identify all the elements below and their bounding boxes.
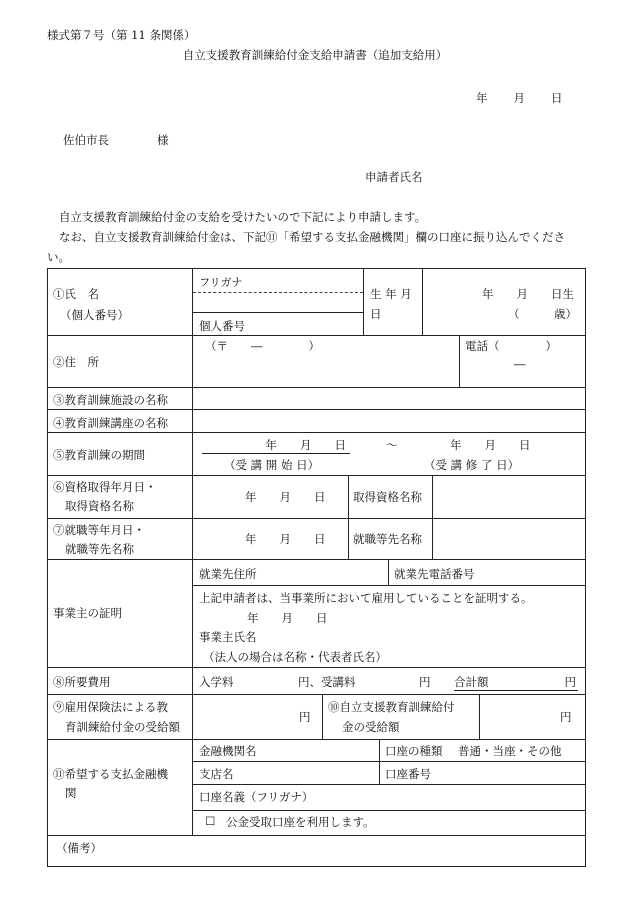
course-name-label: ④教育訓練講座の名称 bbox=[53, 416, 168, 430]
certification-date-field[interactable]: 年 月 日 bbox=[247, 611, 328, 625]
intro-line-2: なお、自立支援教育訓練給付金は、下記⑪「希望する支払金融機関」欄の口座に振り込んでください。 bbox=[47, 230, 565, 264]
bank-name-label: 金融機関名 bbox=[199, 744, 257, 758]
self-support-benefit-label: ⑩自立支援教育訓練給付 bbox=[328, 700, 455, 714]
my-number-label: （個人番号） bbox=[60, 308, 129, 322]
address-label: ②住 所 bbox=[53, 355, 99, 369]
intro-line-1: 自立支援教育訓練給付金の支給を受けたいので下記により申請します。 bbox=[59, 210, 427, 224]
age-field[interactable]: （ 歳） bbox=[508, 307, 577, 321]
applicant-name-label: 申請者氏名 bbox=[365, 170, 423, 184]
account-type-options[interactable]: 普通・当座・その他 bbox=[458, 744, 562, 758]
total-amount-field[interactable] bbox=[454, 674, 578, 691]
phone-dash: ― bbox=[514, 357, 526, 371]
end-date-caption: （受 講 修 了 日） bbox=[424, 458, 520, 472]
phone-field[interactable]: 電話（ ） bbox=[465, 339, 557, 353]
remarks-label: （備考） bbox=[56, 841, 102, 855]
qualification-date-field[interactable]: 年 月 日 bbox=[245, 490, 326, 504]
workplace-phone-label: 就業先電話番号 bbox=[394, 567, 475, 581]
birthdate-field[interactable]: 年 月 日生 bbox=[482, 287, 574, 301]
employment-insurance-label-2: 育訓練給付金の受給額 bbox=[65, 720, 180, 734]
employment-date-field[interactable]: 年 月 日 bbox=[245, 532, 326, 546]
date-day: 日 bbox=[551, 91, 563, 105]
start-date-caption: （受 講 開 始 日） bbox=[224, 458, 320, 472]
self-support-benefit-yen: 円 bbox=[560, 710, 572, 724]
public-account-checkbox[interactable]: ☐ bbox=[205, 814, 216, 828]
date-year: 年 bbox=[476, 91, 488, 105]
qualification-date-label: ⑥資格取得年月日・ bbox=[53, 480, 157, 494]
start-date-field[interactable]: 年 月 日 bbox=[202, 437, 350, 454]
qualification-name-label: 取得資格名称 bbox=[65, 499, 134, 513]
entrance-fee-label: 入学料 bbox=[199, 675, 234, 689]
name-label: ①氏 名 bbox=[53, 287, 99, 301]
furigana-label: フリガナ bbox=[199, 276, 243, 289]
tuition-yen: 円 bbox=[419, 675, 431, 689]
certification-text: 上記申請者は、当事業所において雇用していることを証明する。 bbox=[199, 591, 533, 605]
form-title: 自立支援教育訓練給付金支給申請書（追加支給用） bbox=[182, 48, 448, 62]
application-date bbox=[476, 90, 563, 106]
payment-bank-label: ⑪希望する支払金融機 bbox=[53, 767, 168, 781]
form-number: 様式第７号（第 11 条関係） bbox=[47, 28, 196, 42]
employment-date-label: ⑦就職等年月日・ bbox=[53, 523, 145, 537]
end-date-field[interactable]: 年 月 日 bbox=[450, 438, 531, 452]
date-month: 月 bbox=[513, 91, 525, 105]
account-holder-label: 口座名義（フリガナ） bbox=[199, 790, 314, 804]
required-costs-label: ⑧所要費用 bbox=[53, 675, 111, 689]
addressee bbox=[63, 132, 169, 148]
addressee-name: 佐伯市長 bbox=[63, 133, 109, 147]
period-tilde: ～ bbox=[386, 438, 398, 452]
employment-sub-label: 就職等先名称 bbox=[353, 532, 422, 546]
training-period-label: ⑤教育訓練の期間 bbox=[53, 448, 145, 462]
account-type-label: 口座の種類 bbox=[385, 744, 443, 758]
application-form-table bbox=[47, 268, 586, 867]
payment-bank-label-2: 関 bbox=[65, 786, 77, 800]
total-yen: 円 bbox=[564, 675, 576, 689]
qualification-sub-label: 取得資格名称 bbox=[353, 490, 422, 504]
employment-insurance-label: ⑨雇用保険法による教 bbox=[53, 700, 168, 714]
insurance-benefit-yen: 円 bbox=[299, 710, 311, 724]
account-number-label: 口座番号 bbox=[385, 767, 431, 781]
corporation-note: （法人の場合は名称・代表者氏名） bbox=[203, 650, 387, 664]
birthdate-label-2: 日 bbox=[370, 307, 382, 321]
intro-text bbox=[47, 207, 587, 267]
employer-name-label: 就職等先名称 bbox=[65, 542, 134, 556]
kojin-bango-label: 個人番号 bbox=[199, 319, 245, 333]
postal-code-field[interactable]: （〒 ― ） bbox=[205, 339, 320, 353]
workplace-address-label: 就業先住所 bbox=[199, 567, 257, 581]
employer-certification-label: 事業主の証明 bbox=[53, 606, 122, 620]
addressee-suffix: 様 bbox=[157, 133, 169, 147]
tuition-label: 円、受講料 bbox=[298, 675, 356, 689]
public-account-text: 公金受取口座を利用します。 bbox=[226, 815, 375, 829]
birthdate-label: 生 年 月 bbox=[370, 287, 412, 301]
facility-name-label: ③教育訓練施設の名称 bbox=[53, 393, 168, 407]
branch-name-label: 支店名 bbox=[199, 767, 234, 781]
employer-signature-label: 事業主氏名 bbox=[199, 630, 257, 644]
total-label: 合計額 bbox=[454, 675, 489, 689]
self-support-benefit-label-2: 金の受給額 bbox=[342, 720, 400, 734]
